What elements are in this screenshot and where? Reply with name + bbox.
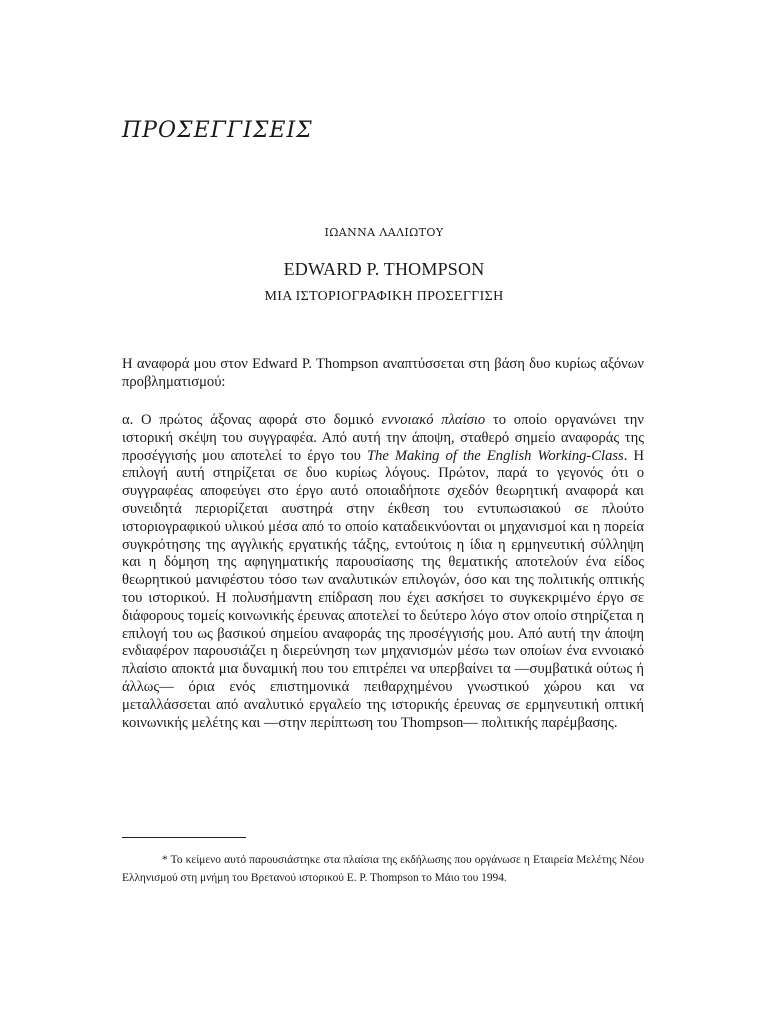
paragraph-a (122, 412, 644, 732)
footnote-rule (122, 837, 246, 838)
author-name: ΙΩΑΝΝΑ ΛΑΛΙΩΤΟΥ (324, 226, 444, 239)
paragraph-a-text-2: το οποίο οργανώνει την ιστορική σκέψη του συγγραφέα. Από αυτή την άποψη, σταθερό σημείο αναφοράς της προσέγγισής μου αποτελεί το έργο του (122, 412, 645, 464)
intro-paragraph: Η αναφορά μου στον Edward P. Thompson αναπτύσσεται στη βάση δυο κυρίως αξόνων προβληματισμού: (122, 356, 644, 390)
paragraph-a-text-1: α. Ο πρώτος άξονας αφορά στο δομικό (122, 412, 382, 428)
paragraph-a-text-3: . Η επιλογή αυτή στηρίζεται σε δυο κυρίως λόγους. Πρώτον, παρά το γεγονός ότι ο συγγραφέας αποφεύγει στο έργο αυτό οποιαδήποτε σχεδόν θεωρητική αναφορά και συνειδητά περιορίζεται αυστηρά στην έκθεση του εντυπωσιακού σε πλούτο ιστοριογραφικού υλικού μέσα από το οποίο καταδεικνύονται οι μηχανισμοί και η πορεία συγκρότησης της αγγλικής εργατικής τάξης, εντούτοις η ίδια η ερμηνευτική σύλληψη και η δόμηση της αφηγηματικής παρουσίασης της θεματικής αποτελούν ένα είδος θεωρητικού μανιφέστου τόσο των αναλυτικών επιλογών, όσο και της πολιτικής οπτικής του ιστορικού. Η πολυσήμαντη επίδραση που έχει ασκήσει το συγκεκριμένο έργο σε διάφορους τομείς κοινωνικής έρευνας αποτελεί το δεύτερο λόγο στον οποίο στηρίζεται η επιλογή του ως βασικού σημείου αναφοράς της προσέγγισής μου. Από αυτή την άποψη ενδιαφέρον παρουσιάζει η διερεύνηση των μηχανισμών μέσω των οποίων ένα εννοιακό πλαίσιο αποκτά μια δυναμική που του επιτρέπει να υπερβαίνει τα —συμβατικά ούτως ή άλλως— όρια ενός επιστημονικά πειθαρχημένου γνωστικού χώρου και να μεταλλάσσεται από αναλυτικό εργαλείο της ιστορικής έρευνας σε ερμηνευτική οπτική κοινωνικής μελέτης και —στην περίπτωση του Thompson— πολιτικής παρέμβασης. (122, 447, 645, 731)
article-title: EDWARD P. THOMPSON (283, 259, 485, 279)
paragraph-a-italic-2: The Making of the English Working-Class (366, 447, 624, 464)
paragraph-a-italic-1: εννοιακό πλαίσιο (381, 412, 486, 428)
footnote: * Το κείμενο αυτό παρουσιάστηκε στα πλαίσια της εκδήλωσης που οργάνωσε η Εταιρεία Μελέτης Νέου Ελληνισμού στη μνήμη του Βρετανού ιστορικού E. P. Thompson το Μάιο του 1994. (122, 854, 644, 884)
article-subtitle: ΜΙΑ ΙΣΤΟΡΙΟΓΡΑΦΙΚΗ ΠΡΟΣΕΓΓΙΣΗ (264, 289, 504, 304)
section-heading: ΠΡΟΣΕΓΓΙΣΕΙΣ (122, 118, 313, 143)
